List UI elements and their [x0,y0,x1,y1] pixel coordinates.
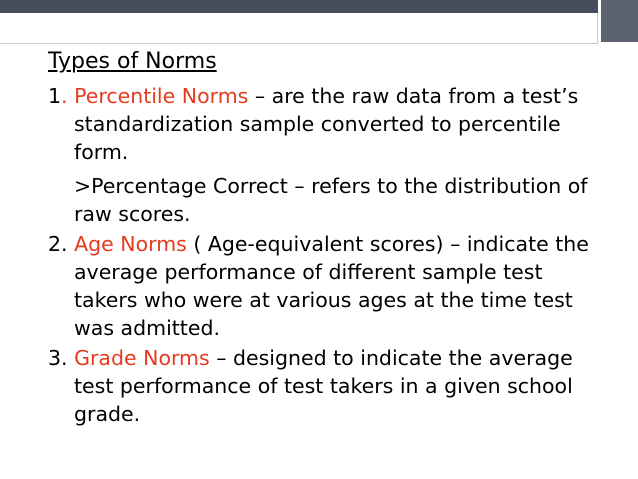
item-text: – are the raw data from a test’s standardization sample converted to percentile form. [74,84,579,164]
item-text: – designed to indicate the average test performance of test takers in a given school grade. [74,346,573,426]
item-number: 1 [48,84,62,108]
slide-content [48,48,608,430]
term-percentile-norms: Percentile Norms [74,84,249,108]
term-age-norms: Age Norms [74,232,187,256]
divider-line [0,43,598,44]
sub-item-percentage-correct: >Percentage Correct – refers to the distribution of raw scores. [74,174,588,226]
corner-decoration [598,0,638,42]
header-bar [0,0,638,13]
item-number: 2 [48,232,62,256]
list-item-grade-norms: 3. Grade Norms – designed to indicate the average test performance of test takers in a given school grade. [48,346,573,426]
item-text: ( Age-equivalent scores) – indicate the average performance of different sample test takers who were at various ages at the time test was admitted. [74,232,589,340]
list-item-percentile-norms: 1. Percentile Norms – are the raw data from a test’s standardization sample converted to percentile form. [48,84,579,164]
item-number: 3 [48,346,62,370]
list-item-age-norms: 2. Age Norms ( Age-equivalent scores) – indicate the average performance of different sample test takers who were at various ages at the time test was admitted. [48,232,589,340]
divider-vertical-line [597,13,598,44]
term-grade-norms: Grade Norms [74,346,210,370]
slide-title: Types of Norms [48,49,217,74]
